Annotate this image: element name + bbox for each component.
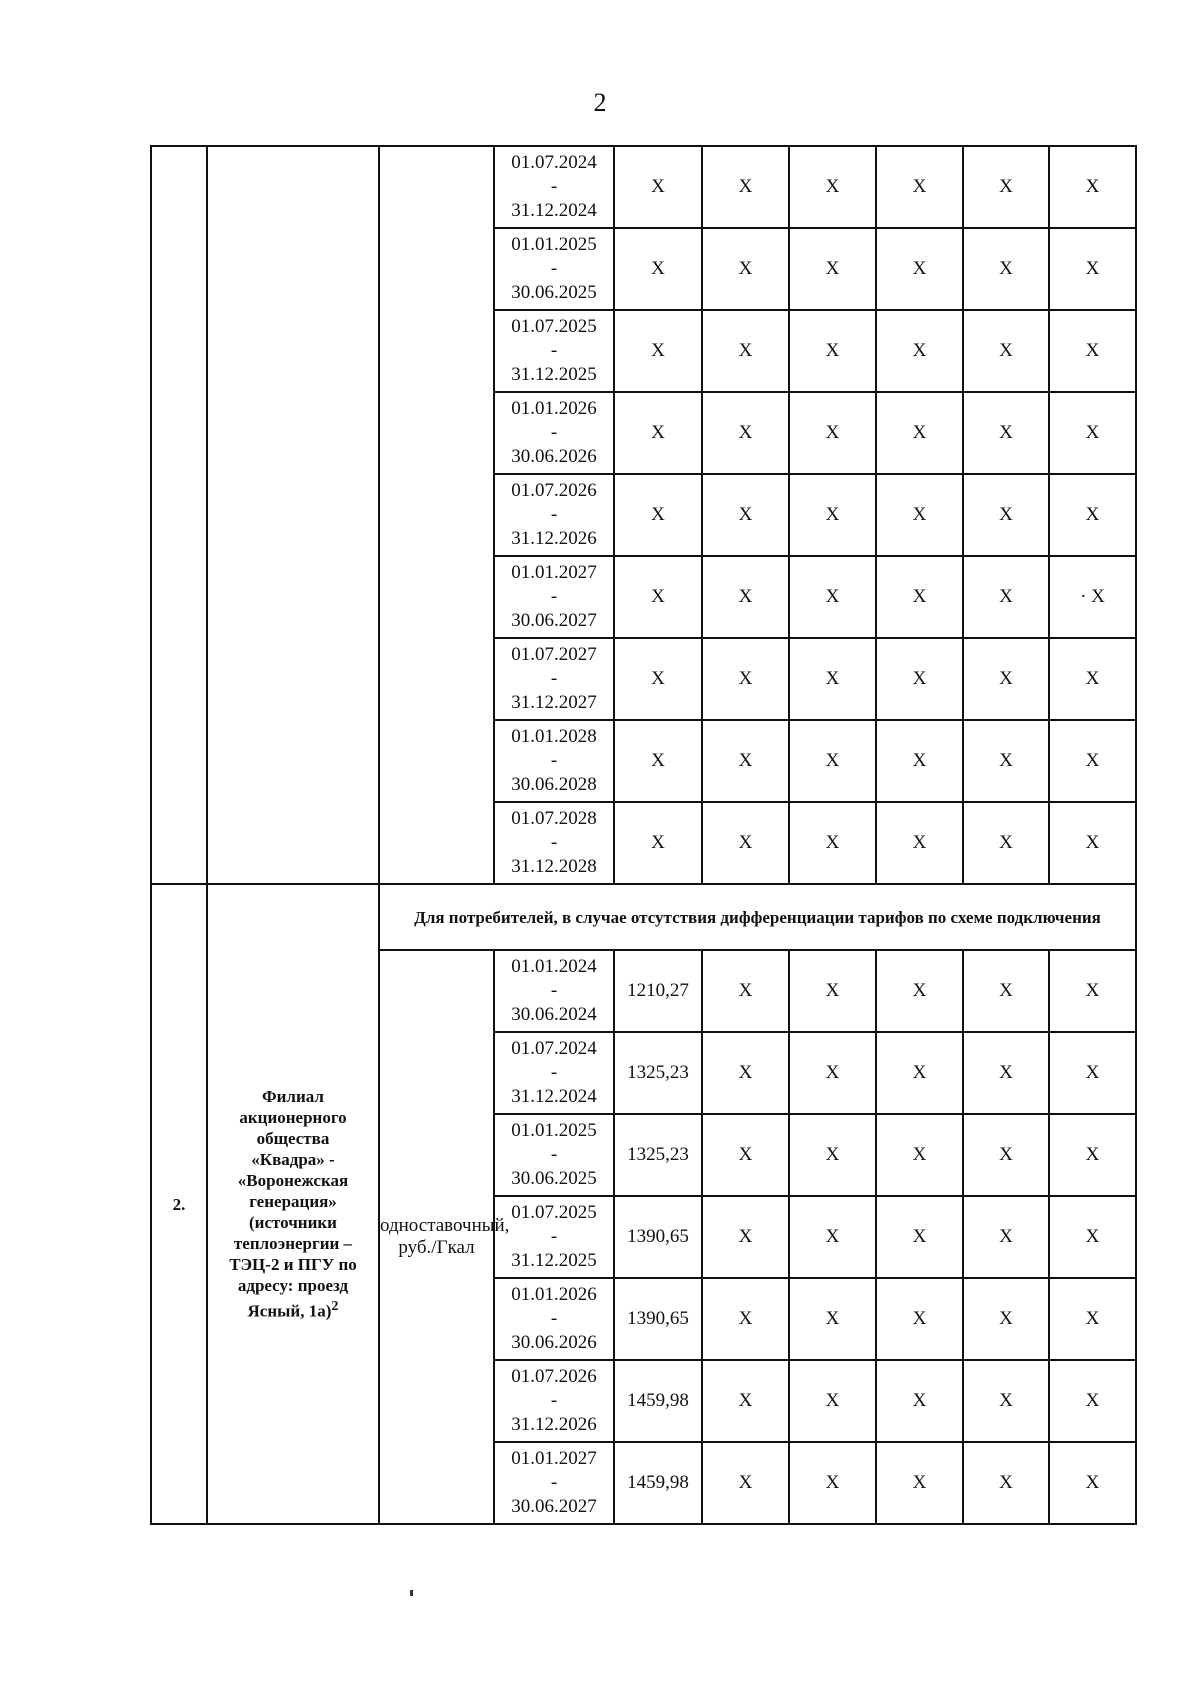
period-start: 01.07.2028: [511, 808, 597, 829]
tariff-value: 1325,23: [614, 1032, 702, 1114]
x-mark-cell: X: [1049, 310, 1136, 392]
period-start: 01.07.2026: [511, 1366, 597, 1387]
row-number: 2.: [151, 884, 207, 1524]
x-mark-cell: X: [789, 720, 876, 802]
x-mark-cell: X: [1049, 1442, 1136, 1524]
x-mark-cell: X: [876, 1196, 963, 1278]
x-mark-cell: X: [1049, 1114, 1136, 1196]
period-cell: [494, 720, 614, 802]
x-mark-cell: X: [963, 638, 1049, 720]
x-mark-cell: X: [1049, 720, 1136, 802]
x-mark-cell: X: [1049, 1360, 1136, 1442]
period-cell: [494, 802, 614, 884]
period-end: 30.06.2027: [511, 1496, 597, 1517]
x-mark-cell: X: [876, 392, 963, 474]
period-start: 01.07.2025: [511, 316, 597, 337]
tariff-type: одноставочный, руб./Гкал: [379, 950, 494, 1524]
x-mark-cell: X: [963, 802, 1049, 884]
x-mark-cell: X: [702, 1360, 789, 1442]
period-end: 30.06.2025: [511, 1168, 597, 1189]
x-mark-cell: X: [614, 720, 702, 802]
x-mark-cell: X: [876, 228, 963, 310]
period-sep: -: [550, 980, 558, 1001]
x-mark-cell: X: [789, 1360, 876, 1442]
period-cell: [494, 1114, 614, 1196]
x-mark-cell: X: [876, 1114, 963, 1196]
x-mark-cell: X: [1049, 638, 1136, 720]
period-cell: [494, 228, 614, 310]
x-mark-cell: X: [702, 556, 789, 638]
tariff-value: 1390,65: [614, 1278, 702, 1360]
period-start: 01.01.2026: [511, 398, 597, 419]
period-start: 01.01.2024: [511, 956, 597, 977]
consumer-subheader: Для потребителей, в случае отсутствия дифференциации тарифов по схеме подключения: [379, 884, 1136, 950]
period-cell: [494, 310, 614, 392]
period-end: 31.12.2028: [511, 856, 597, 877]
x-mark-cell: X: [1049, 392, 1136, 474]
x-mark-cell: X: [614, 556, 702, 638]
period-sep: -: [550, 832, 558, 853]
period-end: 30.06.2028: [511, 774, 597, 795]
x-mark-cell: X: [963, 556, 1049, 638]
page-number: 2: [593, 88, 607, 117]
x-mark-cell: X: [1049, 950, 1136, 1032]
period-sep: -: [550, 422, 558, 443]
x-mark-cell: X: [1049, 146, 1136, 228]
period-start: 01.01.2026: [511, 1284, 597, 1305]
x-mark-cell: X: [876, 1032, 963, 1114]
x-mark-cell: X: [614, 638, 702, 720]
tariff-value: 1390,65: [614, 1196, 702, 1278]
x-mark-cell: X: [963, 950, 1049, 1032]
x-mark-cell: X: [702, 1442, 789, 1524]
period-sep: -: [550, 668, 558, 689]
period-cell: [494, 556, 614, 638]
x-mark-cell: X: [963, 720, 1049, 802]
x-mark-cell: X: [702, 950, 789, 1032]
x-mark-cell: X: [702, 146, 789, 228]
period-end: 31.12.2025: [511, 1250, 597, 1271]
period-sep: -: [550, 1472, 558, 1493]
x-mark-cell: X: [963, 310, 1049, 392]
period-end: 31.12.2027: [511, 692, 597, 713]
x-mark-cell: X: [702, 1114, 789, 1196]
x-mark-cell: X: [789, 1032, 876, 1114]
x-mark-cell: X: [876, 1360, 963, 1442]
tariff-type-cell: [379, 146, 494, 884]
period-start: 01.07.2024: [511, 152, 597, 173]
x-mark-cell: X: [789, 1442, 876, 1524]
period-end: 31.12.2026: [511, 1414, 597, 1435]
period-sep: -: [550, 340, 558, 361]
x-mark-cell: X: [789, 146, 876, 228]
x-mark-cell: X: [614, 146, 702, 228]
period-cell: [494, 392, 614, 474]
x-mark-cell: X: [876, 474, 963, 556]
period-start: 01.01.2025: [511, 1120, 597, 1141]
x-mark-cell: X: [789, 1196, 876, 1278]
x-mark-cell: X: [702, 228, 789, 310]
period-cell: [494, 1442, 614, 1524]
tariff-value: 1325,23: [614, 1114, 702, 1196]
period-start: 01.01.2027: [511, 1448, 597, 1469]
table-row: [151, 146, 1136, 228]
x-mark-cell: X: [789, 1278, 876, 1360]
period-sep: -: [550, 504, 558, 525]
x-mark-cell: X: [1049, 1032, 1136, 1114]
organization-name-text: Филиал акционерного общества «Квадра» - «Воронежская генерация» (источники теплоэнергии – ТЭЦ-2 и ПГУ по адресу: проезд Ясный, 1а): [229, 1087, 357, 1321]
x-mark-cell: X: [1049, 1278, 1136, 1360]
x-mark-cell: X: [963, 1032, 1049, 1114]
x-mark-cell: X: [876, 1278, 963, 1360]
x-mark-cell: X: [702, 802, 789, 884]
x-mark-cell: X: [876, 1442, 963, 1524]
period-cell: [494, 474, 614, 556]
period-start: 01.01.2028: [511, 726, 597, 747]
x-mark-cell: X: [963, 146, 1049, 228]
x-mark-cell: X: [963, 1196, 1049, 1278]
x-mark-cell: X: [702, 1196, 789, 1278]
x-mark-cell: X: [876, 720, 963, 802]
x-mark-cell: X: [876, 950, 963, 1032]
x-mark-cell: X: [702, 1278, 789, 1360]
x-mark-cell: X: [1049, 228, 1136, 310]
x-mark-cell: X: [614, 474, 702, 556]
x-mark-cell: X: [789, 228, 876, 310]
tariff-value: 1210,27: [614, 950, 702, 1032]
x-mark-cell: X: [702, 1032, 789, 1114]
x-mark-cell: X: [963, 474, 1049, 556]
period-cell: [494, 146, 614, 228]
x-mark-cell: X: [1049, 802, 1136, 884]
period-cell: [494, 1278, 614, 1360]
period-sep: -: [550, 1390, 558, 1411]
x-mark-cell: X: [1049, 474, 1136, 556]
x-mark-cell: X: [876, 310, 963, 392]
x-mark-cell: X: [876, 146, 963, 228]
x-mark-cell: X: [876, 638, 963, 720]
x-mark-cell: X: [789, 950, 876, 1032]
period-sep: -: [550, 1226, 558, 1247]
period-end: 31.12.2024: [511, 200, 597, 221]
period-start: 01.07.2025: [511, 1202, 597, 1223]
period-cell: [494, 1360, 614, 1442]
x-mark-cell: X: [789, 802, 876, 884]
period-sep: -: [550, 1308, 558, 1329]
period-sep: -: [550, 1062, 558, 1083]
x-mark-cell: X: [789, 310, 876, 392]
x-mark-cell: X: [963, 228, 1049, 310]
period-end: 31.12.2026: [511, 528, 597, 549]
period-start: 01.07.2024: [511, 1038, 597, 1059]
x-mark-cell: X: [789, 638, 876, 720]
period-start: 01.01.2025: [511, 234, 597, 255]
period-end: 30.06.2027: [511, 610, 597, 631]
section-2-subheader-row: [151, 884, 1136, 950]
x-mark-cell: X: [789, 392, 876, 474]
period-sep: -: [550, 750, 558, 771]
period-cell: [494, 950, 614, 1032]
period-end: 30.06.2026: [511, 446, 597, 467]
x-mark-cell: X: [702, 310, 789, 392]
x-mark-cell: X: [614, 228, 702, 310]
number-cell: [151, 146, 207, 884]
period-end: 30.06.2025: [511, 282, 597, 303]
period-end: 31.12.2024: [511, 1086, 597, 1107]
x-mark-cell: X: [963, 1114, 1049, 1196]
tariff-value: 1459,98: [614, 1442, 702, 1524]
x-mark-cell: X: [963, 1278, 1049, 1360]
period-start: 01.07.2026: [511, 480, 597, 501]
x-mark-cell: X: [963, 392, 1049, 474]
section-2-body: [151, 884, 1136, 1524]
x-mark-cell: X: [789, 1114, 876, 1196]
x-mark-cell: X: [614, 310, 702, 392]
x-mark-cell: X: [702, 720, 789, 802]
x-mark-cell: X: [876, 556, 963, 638]
x-mark-cell: X: [702, 638, 789, 720]
x-mark-cell: X: [876, 802, 963, 884]
x-mark-cell: X: [789, 556, 876, 638]
x-mark-cell: · X: [1049, 556, 1136, 638]
period-start: 01.07.2027: [511, 644, 597, 665]
x-mark-cell: X: [614, 802, 702, 884]
x-mark-cell: X: [789, 474, 876, 556]
period-end: 31.12.2025: [511, 364, 597, 385]
x-mark-cell: X: [963, 1442, 1049, 1524]
tariff-value: 1459,98: [614, 1360, 702, 1442]
x-mark-cell: X: [702, 392, 789, 474]
period-sep: -: [550, 586, 558, 607]
period-sep: -: [550, 176, 558, 197]
period-cell: [494, 1032, 614, 1114]
x-mark-cell: X: [702, 474, 789, 556]
footnote-marker: 2: [331, 1298, 339, 1315]
scan-mark: [410, 1590, 413, 1596]
period-sep: -: [550, 258, 558, 279]
period-sep: -: [550, 1144, 558, 1165]
tariff-table: [150, 145, 1137, 1525]
period-end: 30.06.2024: [511, 1004, 597, 1025]
x-mark-cell: X: [614, 392, 702, 474]
section-1-body: [151, 146, 1136, 884]
organization-cell: [207, 146, 379, 884]
x-mark-cell: X: [963, 1360, 1049, 1442]
organization-name: [207, 884, 379, 1524]
period-start: 01.01.2027: [511, 562, 597, 583]
period-end: 30.06.2026: [511, 1332, 597, 1353]
x-mark-cell: X: [1049, 1196, 1136, 1278]
period-cell: [494, 638, 614, 720]
period-cell: [494, 1196, 614, 1278]
